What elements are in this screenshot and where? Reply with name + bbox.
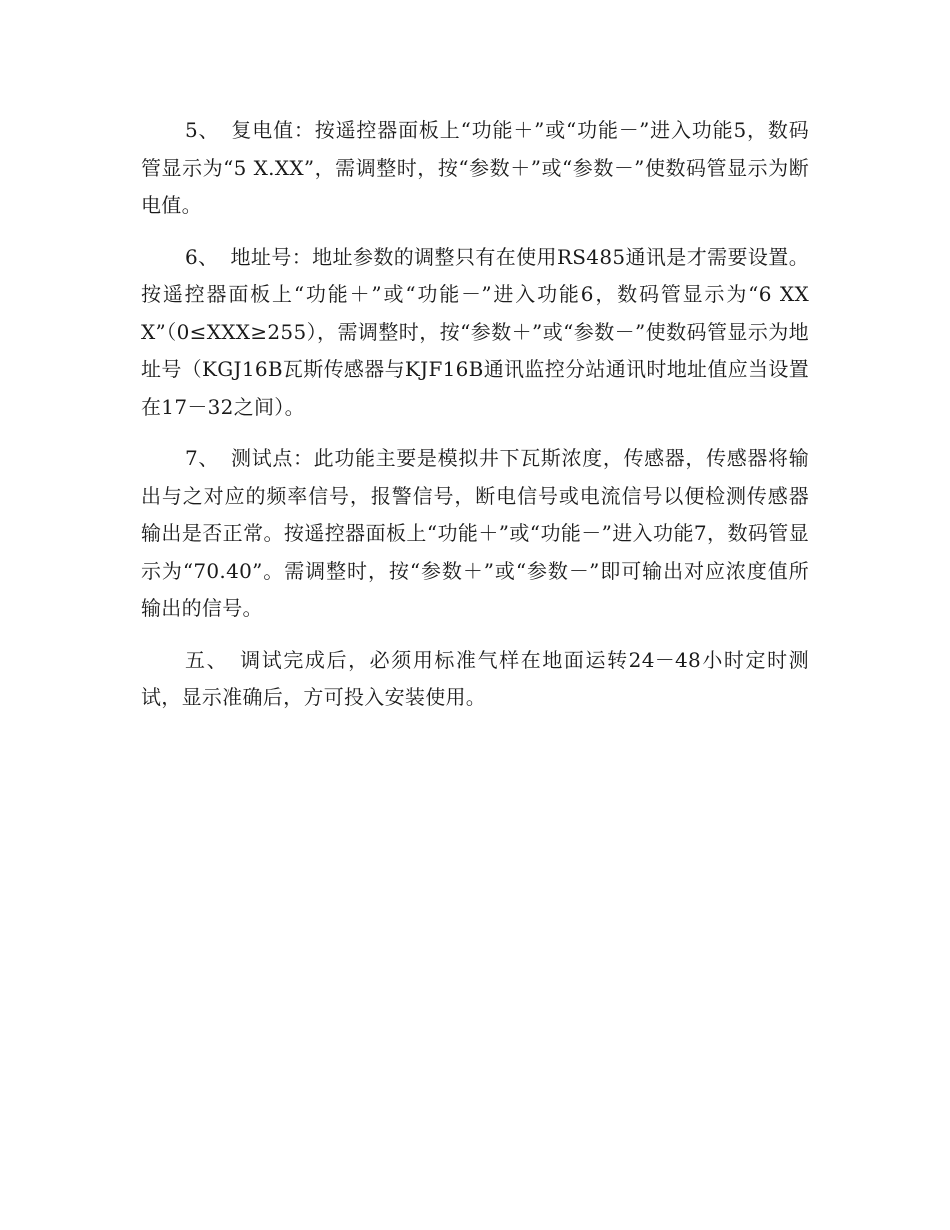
paragraph-number: 6、 xyxy=(185,244,219,269)
paragraph-number: 7、 xyxy=(185,446,220,470)
paragraph-after-debugging xyxy=(141,642,809,717)
paragraph-number: 五、 xyxy=(185,647,229,672)
paragraph-address xyxy=(141,239,809,427)
document-body xyxy=(141,112,809,731)
paragraph-text: 调试完成后，必须用标准气样在地面运转24－48小时定时测试，显示准确后，方可投入安装使用。 xyxy=(141,647,809,709)
paragraph-text: 复电值：按遥控器面板上“功能＋”或“功能－”进入功能5，数码管显示为“5 X.XX”，需调整时，按“参数＋”或“参数－”使数码管显示为断电值。 xyxy=(141,118,810,217)
paragraph-text: 测试点：此功能主要是模拟井下瓦斯浓度，传感器，传感器将输出与之对应的频率信号，报警信号，断电信号或电流信号以便检测传感器输出是否正常。按遥控器面板上“功能＋”或“功能－”进入功能7，数码管显示为“70.40”。需调整时，按“参数＋”或“参数－”即可输出对应浓度值所输出的信号。 xyxy=(141,446,810,620)
paragraph-number: 5、 xyxy=(185,118,220,142)
paragraph-text: 地址号：地址参数的调整只有在使用RS485通讯是才需要设置。按遥控器面板上“功能＋”或“功能－”进入功能6，数码管显示为“6 XXX”（0≤XXX≥255），需调整时，按“参数＋”或“参数－”使数码管显示为地址号（KGJ16B瓦斯传感器与KJF16B通讯监控分站通讯时地址值应当设置在17－32之间）。 xyxy=(141,244,809,419)
paragraph-test-point xyxy=(141,440,809,628)
paragraph-restore-value xyxy=(141,112,809,225)
